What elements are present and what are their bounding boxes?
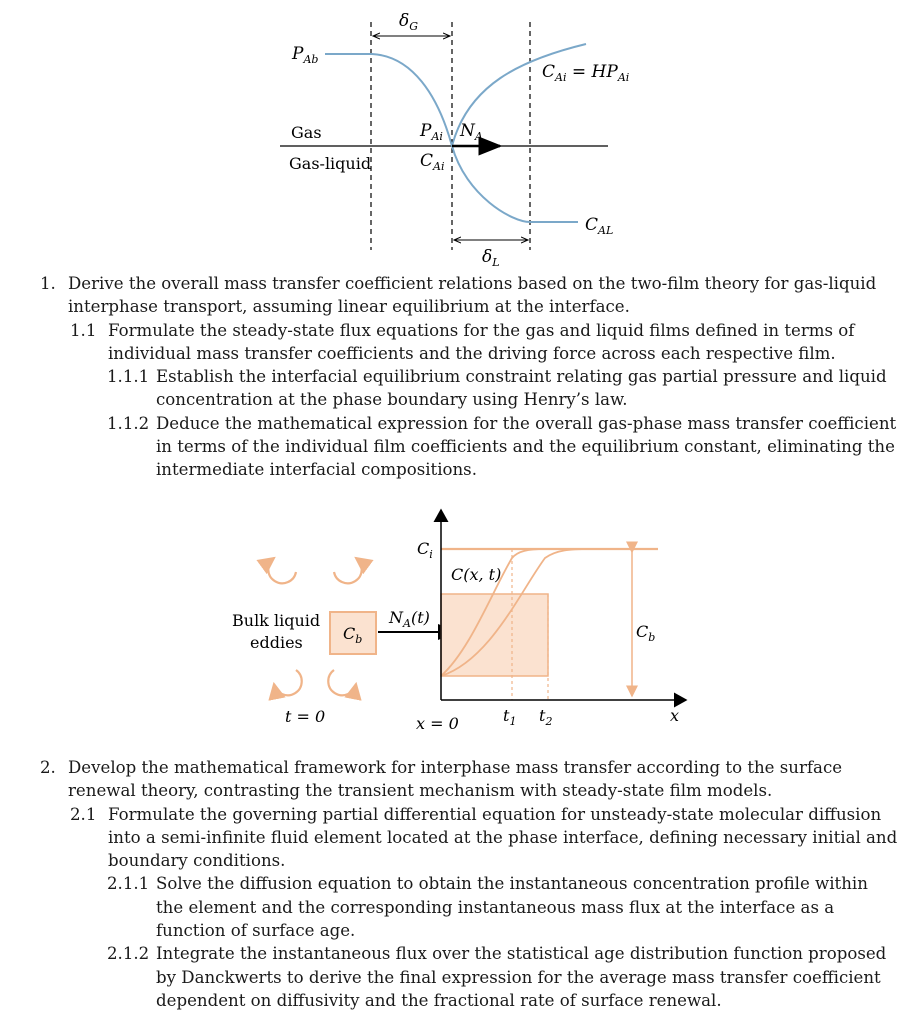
t1-label: $t_1$	[503, 706, 517, 728]
item-1-1-2	[40, 412, 900, 482]
item-2-text: Develop the mathematical framework for interphase mass transfer according to the surface renewal theory, contrasting the transient mechanism with steady-state film models.	[68, 758, 843, 801]
c-ai-label: $C_{Ai}$	[420, 151, 445, 173]
item-1-1-2-number: 1.1.2	[107, 413, 150, 433]
cb-box-label: $C_b$	[343, 624, 363, 646]
cxt-label: C(x, t)	[451, 565, 502, 584]
item-1-1-number: 1.1	[70, 320, 97, 340]
item-1-number: 1.	[40, 274, 56, 293]
item-1-1-1-text: Establish the interfacial equilibrium constraint relating gas partial pressure and liquid concentration at the phase boundary using Henry’s law.	[156, 367, 887, 410]
item-2-1-1-number: 2.1.1	[107, 874, 150, 894]
item-2	[40, 756, 900, 803]
item-2-1-2-text: Integrate the instantaneous flux over the statistical age distribution function proposed by Danckwerts to derive the final expression for the average mass transfer coefficient dependent on diffusivity and the fractional rate of surface renewal.	[156, 944, 887, 1010]
item-1-1-1-number: 1.1.1	[107, 367, 150, 387]
section-2	[40, 756, 900, 1012]
item-2-1-2	[40, 942, 900, 1012]
n-a-label: $N_A$	[460, 121, 483, 143]
delta-g-label: $\delta_G$	[399, 11, 419, 33]
item-2-1-2-number: 2.1.2	[107, 944, 150, 964]
t-zero-label: t = 0	[285, 707, 326, 726]
item-2-1-number: 2.1	[70, 804, 97, 824]
item-1-1	[40, 319, 900, 366]
item-2-number: 2.	[40, 758, 56, 777]
surface-renewal-diagram	[0, 500, 919, 745]
item-1-1-1	[40, 365, 900, 412]
p-ab-label: $P_{Ab}$	[292, 44, 319, 66]
c-al-label: $C_{AL}$	[585, 215, 614, 237]
liquid-concentration-curve-lower	[452, 146, 578, 222]
x-zero-label: x = 0	[416, 714, 459, 733]
section-1	[40, 272, 900, 482]
cb-right-label: $C_b$	[636, 622, 656, 644]
p-ai-label: $P_{Ai}$	[420, 121, 443, 143]
delta-l-label: $\delta_L$	[482, 247, 500, 269]
c-ai-hp-label: $C_{Ai} = HP_{Ai}$	[542, 62, 630, 84]
item-1	[40, 272, 900, 319]
item-2-1-text: Formulate the governing partial differential equation for unsteady-state molecular diffusion into a semi-infinite fluid element located at the phase interface, defining necessary initial and boundary conditions.	[108, 804, 898, 871]
item-1-text: Derive the overall mass transfer coefficient relations based on the two-film theory for gas-liquid interphase transport, assuming linear equilibrium at the interface.	[68, 274, 877, 317]
eddy-arrow-top-left	[268, 558, 296, 583]
na-t-label: $N_A(t)$	[389, 608, 430, 630]
t2-label: $t_2$	[539, 706, 553, 728]
two-film-diagram	[0, 0, 919, 275]
eddies-label: eddies	[250, 633, 303, 652]
bulk-liquid-label: Bulk liquid	[232, 611, 321, 630]
gas-liquid-label: Gas-liquid	[289, 154, 372, 173]
item-2-1-1	[40, 872, 900, 942]
item-2-1	[40, 803, 900, 873]
eddy-arrow-top-right	[334, 558, 362, 583]
ci-label: $C_i$	[417, 539, 433, 561]
item-1-1-text: Formulate the steady-state flux equations for the gas and liquid films defined in terms of individual mass transfer coefficients and the driving force across each respective film.	[108, 320, 855, 363]
item-2-1-1-text: Solve the diffusion equation to obtain the instantaneous concentration profile within the element and the corresponding instantaneous mass flux at the interface as a function of surface age.	[156, 874, 868, 941]
item-1-1-2-text: Deduce the mathematical expression for the overall gas-phase mass transfer coefficient in terms of the individual film coefficients and the equilibrium constant, eliminating the intermediate interfacial compositions.	[156, 413, 897, 480]
eddy-arrow-bottom-right	[328, 670, 356, 695]
eddy-arrow-bottom-left	[274, 670, 302, 695]
x-axis-label: x	[670, 706, 680, 725]
gas-label: Gas	[291, 123, 322, 142]
